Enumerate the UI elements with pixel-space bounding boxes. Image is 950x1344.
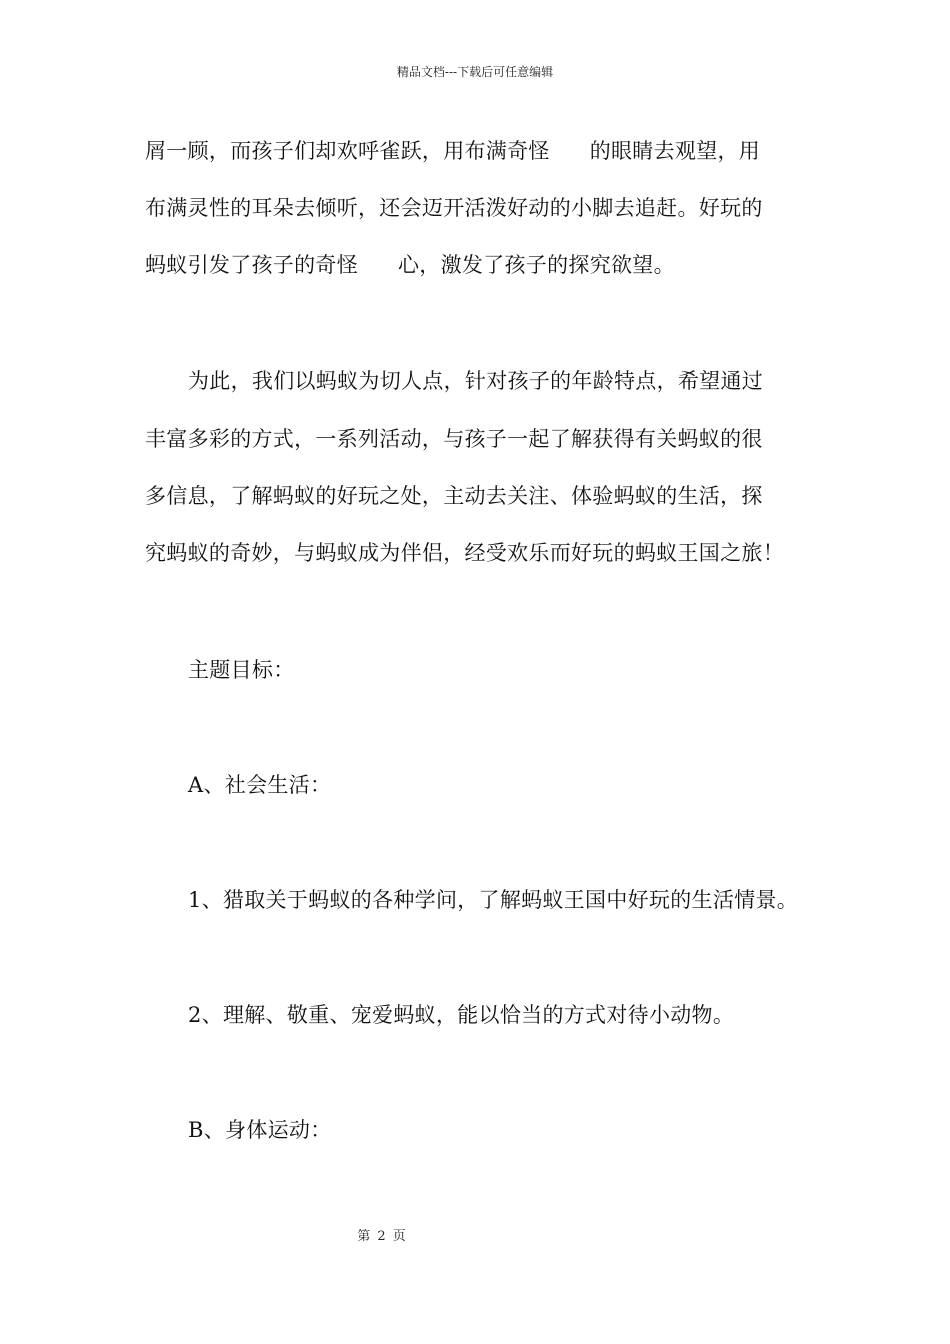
page-header: 精品文档---下载后可任意编辑 [396, 65, 554, 79]
list-item-1: 1、猎取关于蚂蚁的各种学问，了解蚂蚁王国中好玩的生活情景。 [188, 888, 799, 912]
paragraph-1-line-1-part-b: 的眼睛去观望，用 [589, 139, 761, 163]
goal-heading: 主题目标： [188, 658, 295, 682]
paragraph-2-line-2: 丰富多彩的方式，一系列活动，与孩子一起了解获得有关蚂蚁的很 [145, 427, 763, 451]
section-b-heading: B、身体运动： [188, 1118, 332, 1142]
paragraph-1-line-1 [145, 137, 760, 165]
paragraph-2-line-4: 究蚂蚁的奇妙，与蚂蚁成为伴侣，经受欢乐而好玩的蚂蚁王国之旅！ [145, 541, 784, 565]
paragraph-1-line-1-part-a: 屑一顾，而孩子们却欢呼雀跃，用布满奇怪 [145, 139, 550, 163]
paragraph-2-line-1: 为此，我们以蚂蚁为切人点，针对孩子的年龄特点，希望通过 [188, 369, 764, 393]
paragraph-1-line-3 [145, 251, 675, 279]
section-a-heading: A、社会生活： [188, 773, 332, 797]
list-item-2: 2、理解、敬重、宠爱蚂蚁，能以恰当的方式对待小动物。 [188, 1003, 735, 1027]
paragraph-1-line-3-part-a: 蚂蚁引发了孩子的奇怪 [145, 253, 358, 277]
paragraph-1-line-3-part-b: 心，激发了孩子的探究欲望。 [398, 253, 675, 277]
page-number: 第 2 页 [357, 1229, 406, 1244]
paragraph-1-line-2: 布满灵性的耳朵去倾听，还会迈开活泼好动的小脚去追赶。好玩的 [145, 196, 763, 220]
paragraph-2-line-3: 多信息，了解蚂蚁的好玩之处，主动去关注、体验蚂蚁的生活，探 [145, 484, 763, 508]
